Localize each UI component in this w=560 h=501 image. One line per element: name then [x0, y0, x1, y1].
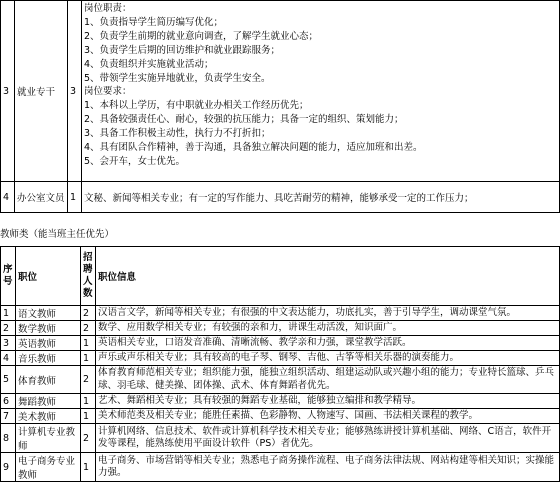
info-line: 5、会开车，女士优先。: [84, 155, 186, 167]
position-info: 文秘、新闻等相关专业；有一定的写作能力、具吃苦耐劳的精神，能够承受一定的工作压力；: [82, 182, 560, 213]
position-info: 电子商务、市场营销等相关专业；熟悉电子商务操作流程、电子商务法律法规、网站构建等相关知识；实操能力强。: [96, 453, 560, 482]
hiring-count: 2: [81, 366, 96, 394]
position-name: 舞蹈教师: [16, 394, 81, 409]
position-name: 就业专干: [15, 1, 68, 182]
hiring-count: 1: [81, 336, 96, 351]
row-number: 1: [1, 306, 16, 321]
position-name: 音乐教师: [16, 351, 81, 366]
info-line: 4、负责组织并实施就业活动；: [84, 58, 214, 70]
position-info: 声乐或声乐相关专业；具有较高的电子琴、钢琴、吉他、古筝等相关乐器的演奏能力。: [96, 351, 560, 366]
position-name: 数学教师: [16, 321, 81, 336]
row-number: 4: [1, 351, 16, 366]
table-row: [1, 336, 560, 351]
row-number: 4: [1, 182, 15, 213]
position-info: 艺术、舞蹈相关专业；具有较强的舞蹈专业基础，能够独立编排和教学精导。: [96, 394, 560, 409]
position-name: 体育教师: [16, 366, 81, 394]
info-line: 岗位职责：: [84, 3, 132, 14]
position-info: [82, 1, 560, 182]
position-info: 计算机网络、信息技术、软件或计算机科学技术相关专业；能够熟练讲授计算机基础、网络、C语言，软件开发等课程，能熟练使用平面设计软件（PS）者优先。: [96, 424, 560, 453]
position-info: 美术师范类及相关专业；能胜任素描、色彩静物、人物速写、国画、书法相关课程的教学。: [96, 409, 560, 424]
hiring-count: 2: [81, 424, 96, 453]
position-name: 电子商务专业教师: [16, 453, 81, 482]
job-table-staff: [0, 0, 560, 213]
row-number: 2: [1, 321, 16, 336]
position-name: 计算机专业教师: [16, 424, 81, 453]
header-no: 序 号: [1, 247, 16, 306]
header-info: 职位信息: [96, 247, 560, 306]
header-count: 招 聘 人 数: [81, 247, 96, 306]
position-info: 体育教育师范相关专业；组织能力强，能独立组织活动、组建运动队或兴趣小组的能力；专业特长篮球、乒乓球、羽毛球、健美操、团体操、武术、体育舞蹈者优先。: [96, 366, 560, 394]
info-line: 岗位要求：: [84, 86, 132, 98]
hiring-count: 1: [81, 409, 96, 424]
position-name: 英语教师: [16, 336, 81, 351]
table-row: [1, 366, 560, 394]
section-title: 教师类（能当班主任优先）: [0, 229, 115, 240]
row-number: 3: [1, 1, 15, 182]
info-line: 5、带领学生实施异地就业，负责学生安全。: [84, 72, 271, 84]
position-name: 语文教师: [16, 306, 81, 321]
info-line: 2、具备较强责任心、耐心，较强的抗压能力；具备一定的组织、策划能力；: [84, 114, 404, 126]
position-name: 办公室文员: [15, 182, 68, 213]
table-row: [1, 1, 560, 182]
hiring-count: 2: [81, 306, 96, 321]
table-row: [1, 182, 560, 213]
info-line: 1、本科以上学历，有中职就业办相关工作经历优先；: [84, 100, 309, 112]
hiring-count: 1: [81, 351, 96, 366]
table-row: [1, 409, 560, 424]
info-line: 1、负责指导学生简历编写优化；: [84, 16, 224, 28]
table-row: [1, 351, 560, 366]
hiring-count: 1: [81, 453, 96, 482]
row-number: 7: [1, 409, 16, 424]
table-header-row: [1, 247, 560, 306]
info-line: 3、负责学生后期的回访维护和就业跟踪服务；: [84, 44, 281, 56]
hiring-count: 2: [81, 321, 96, 336]
row-number: 8: [1, 424, 16, 453]
info-line: 2、负责学生前期的就业意向调查，了解学生就业心态；: [84, 30, 319, 42]
row-number: 3: [1, 336, 16, 351]
job-table-teachers: [0, 246, 560, 482]
row-number: 5: [1, 366, 16, 394]
table-row: [1, 394, 560, 409]
header-position: 职位: [16, 247, 81, 306]
table-row: [1, 306, 560, 321]
hiring-count: 1: [81, 394, 96, 409]
row-number: 6: [1, 394, 16, 409]
position-name: 美术教师: [16, 409, 81, 424]
table-row: [1, 453, 560, 482]
position-info: 汉语言文学，新闻等相关专业；有很强的中文表达能力，功底扎实，善于引导学生，调动课堂气氛。: [96, 306, 560, 321]
hiring-count: 1: [68, 182, 82, 213]
row-number: 9: [1, 453, 16, 482]
info-line: 4、具有团队合作精神，善于沟通，具备独立解决问题的能力，适应加班和出差。: [84, 142, 423, 154]
table-row: [1, 321, 560, 336]
position-info: 英语相关专业，口语发音准确、清晰流畅、教学亲和力强，课堂教学活跃。: [96, 336, 560, 351]
table-row: [1, 424, 560, 453]
hiring-count: 3: [68, 1, 82, 182]
position-info: 数学、应用数学相关专业；有较强的亲和力，讲课生动活泼，知识面广。: [96, 321, 560, 336]
info-line: 3、具备工作积极主动性，执行力不打折扣；: [84, 128, 271, 140]
